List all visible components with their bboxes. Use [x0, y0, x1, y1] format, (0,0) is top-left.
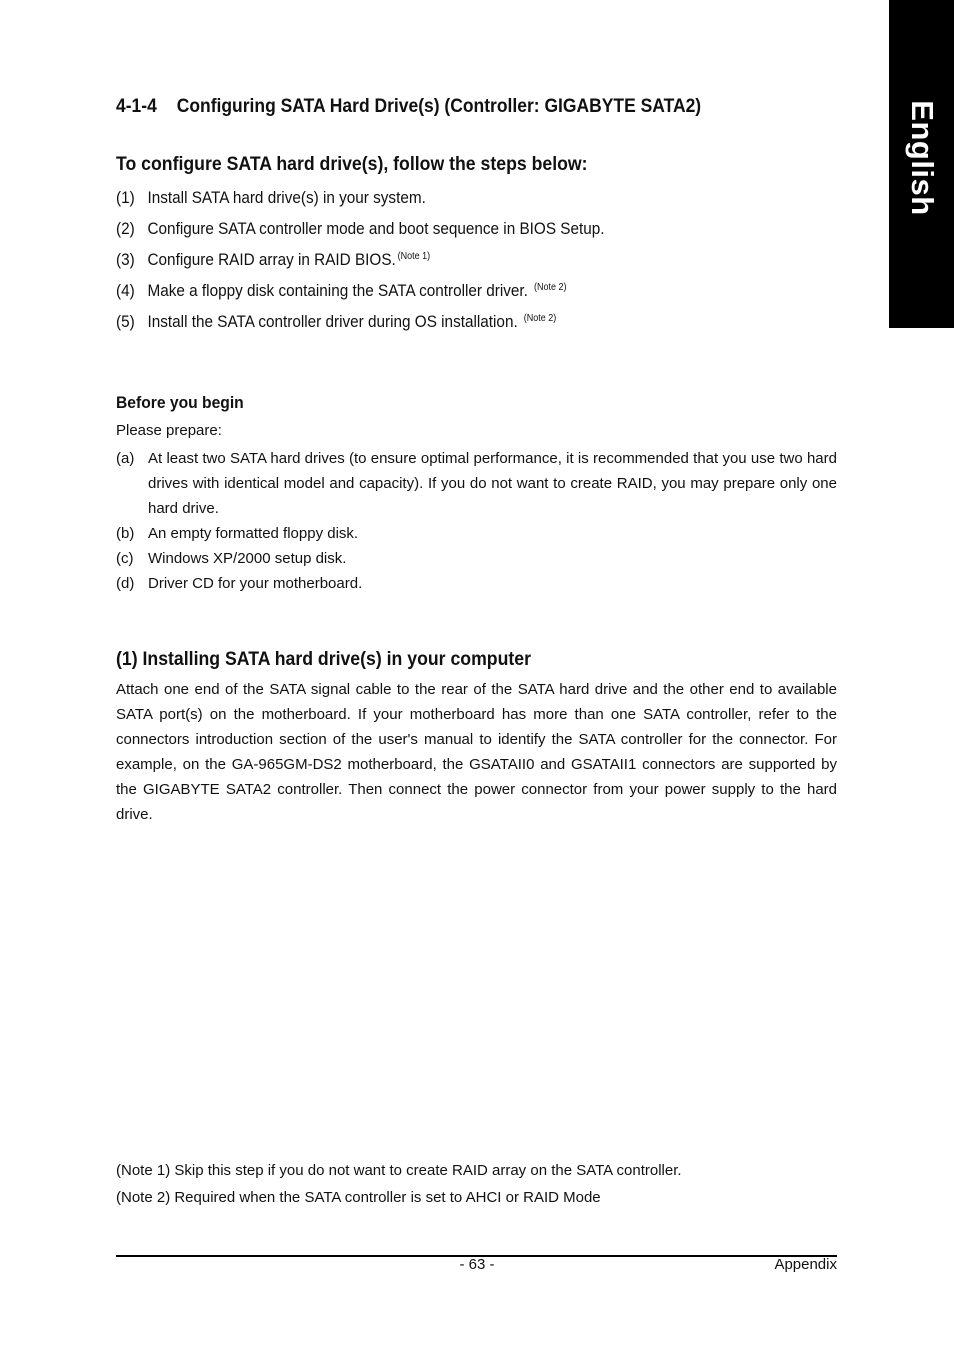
prepare-item: [116, 571, 837, 596]
step-item: [116, 281, 782, 312]
prepare-item-text: An empty formatted floppy disk.: [148, 525, 359, 542]
step-index: (2): [116, 219, 135, 238]
install-body: Attach one end of the SATA signal cable to the rear of the SATA hard drive and the other end to available SATA port(s) on the motherboard. If your motherboard has more than one SATA controller, refer to the connectors introduction section of the user's manual to identify the SATA controller for the connector. For example, on the GA-965GM-DS2 motherboard, the GSATAII0 and GSATAII1 connectors are supported by the GIGABYTE SATA2 controller. Then connect the power connector from your power supply to the hard drive.: [116, 681, 837, 823]
prepare-item: [116, 521, 837, 546]
footer-section-label: Appendix: [774, 1256, 837, 1273]
page-number: - 63 -: [459, 1256, 495, 1273]
prepare-item-text: Windows XP/2000 setup disk.: [148, 550, 347, 567]
language-tab-label-wrap: [889, 0, 954, 328]
steps-intro: To configure SATA hard drive(s), follow the steps below:: [116, 154, 588, 175]
footnote-1: (Note 1) Skip this step if you do not want to create RAID array on the SATA controller.: [116, 1162, 682, 1179]
prepare-item-index: (d): [116, 575, 135, 592]
step-text: Install the SATA controller driver during OS installation.: [147, 312, 522, 331]
step-index: (5): [116, 312, 135, 331]
steps-list: [116, 188, 856, 343]
step-item: [116, 219, 782, 250]
prepare-item-index: (c): [116, 550, 134, 567]
section-number: 4-1-4: [116, 96, 157, 117]
step-item: [116, 250, 782, 281]
prepare-item-text: At least two SATA hard drives (to ensure optimal performance, it is recommended that you use two hard drives with identical model and capacity). If you do not want to create RAID, you may prepare only one hard drive.: [148, 450, 837, 517]
prepare-list: [116, 446, 837, 596]
prepare-item: [116, 446, 837, 521]
prepare-item: [116, 546, 837, 571]
step-text: Make a floppy disk containing the SATA controller driver.: [147, 281, 533, 300]
language-tab-label: English: [904, 100, 940, 216]
section-heading: [116, 96, 701, 118]
footnote-2: (Note 2) Required when the SATA controller is set to AHCI or RAID Mode: [116, 1189, 601, 1206]
prepare-item-index: (b): [116, 525, 135, 542]
step-item: [116, 312, 782, 343]
language-tab: [889, 0, 954, 328]
step-note-ref: (Note 2): [533, 282, 567, 293]
step-text: Install SATA hard drive(s) in your system.: [147, 188, 426, 207]
step-item: [116, 188, 782, 219]
step-text: Configure RAID array in RAID BIOS.: [147, 250, 396, 269]
step-note-ref: (Note 1): [397, 251, 431, 262]
prepare-intro: Please prepare:: [116, 422, 222, 439]
prepare-item-text: Driver CD for your motherboard.: [148, 575, 363, 592]
step-index: (4): [116, 281, 135, 300]
before-you-begin-heading: Before you begin: [116, 393, 244, 412]
step-note-ref: (Note 2): [523, 313, 557, 324]
section-title: Configuring SATA Hard Drive(s) (Controller: GIGABYTE SATA2): [176, 96, 702, 117]
step-index: (3): [116, 250, 135, 269]
step-text: Configure SATA controller mode and boot sequence in BIOS Setup.: [147, 219, 605, 238]
install-heading: (1) Installing SATA hard drive(s) in your computer: [116, 649, 531, 670]
step-index: (1): [116, 188, 135, 207]
prepare-item-index: (a): [116, 450, 135, 467]
